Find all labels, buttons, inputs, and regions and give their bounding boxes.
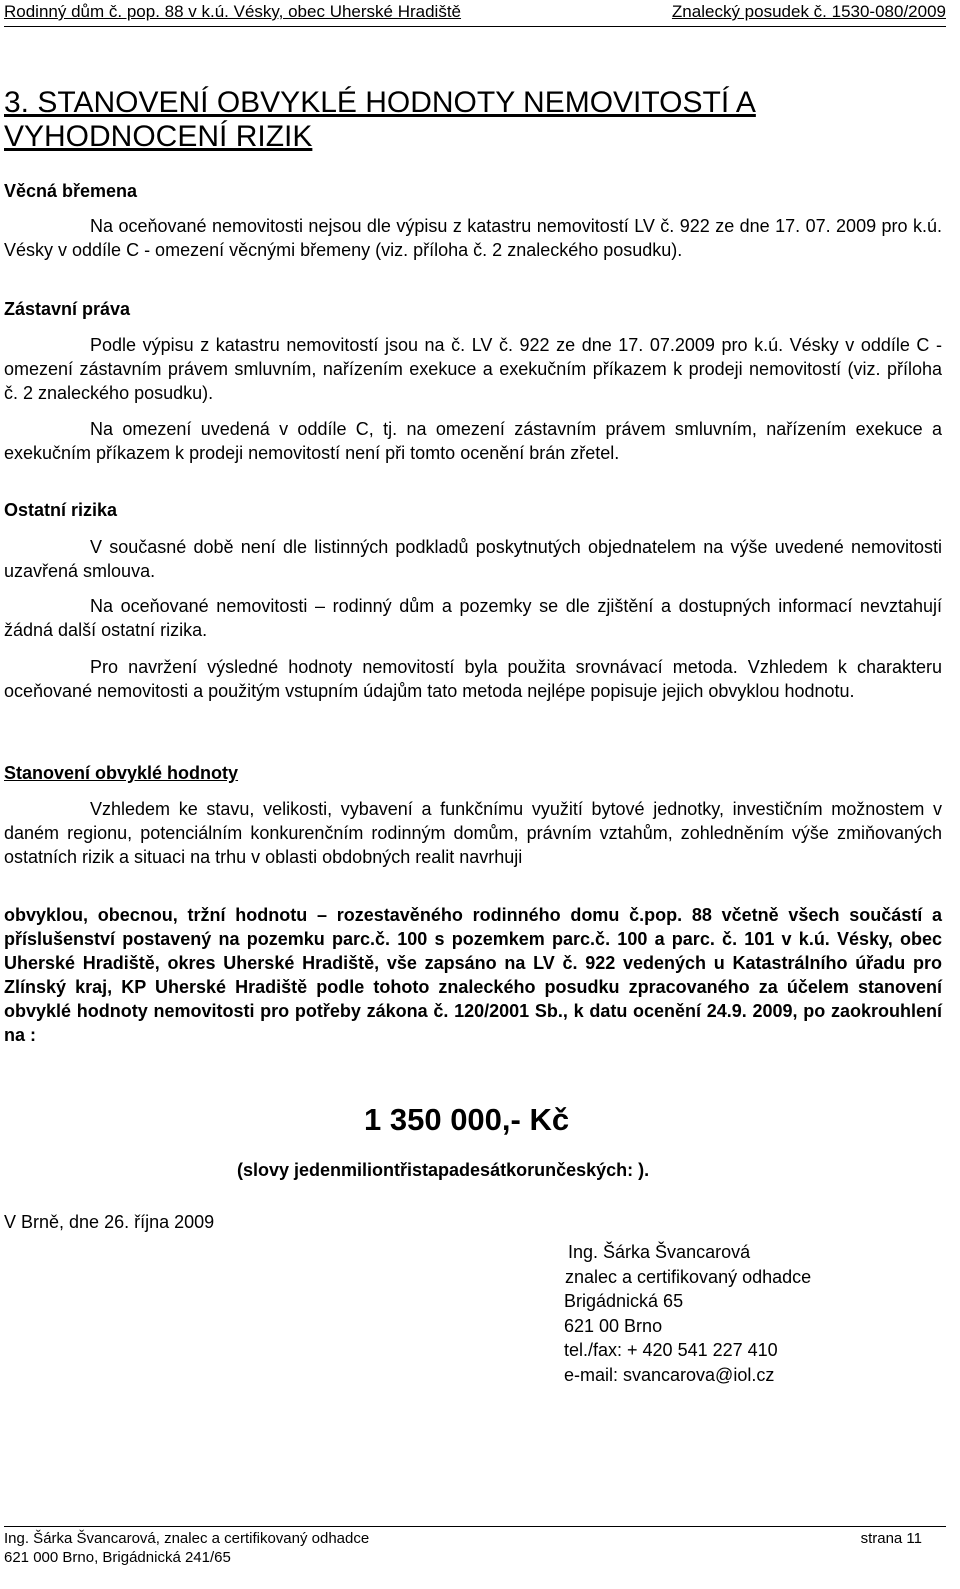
paragraph-ostatni-rizika-3 [4,655,942,703]
paragraph-vecna-bremena-text: Na oceňované nemovitosti nejsou dle výpisu z katastru nemovitostí LV č. 922 ze dne 17. 07. 2009 pro k.ú. Vésky v oddíle C - omezení věcnými břemeny (viz. příloha č. 2 znaleckého posudku). [4,216,942,260]
paragraph-stanoveni-1 [4,797,942,869]
header-left: Rodinný dům č. pop. 88 v k.ú. Vésky, obec Uherské Hradiště [4,2,462,21]
signature-phone: tel./fax: + 420 541 227 410 [564,1340,778,1360]
valuation-amount: 1 350 000,- Kč [364,1102,570,1137]
footer-author: Ing. Šárka Švancarová, znalec a certifikovaný odhadce [4,1530,370,1547]
section-title: 3. STANOVENÍ OBVYKLÉ HODNOTY NEMOVITOSTÍ A VYHODNOCENÍ RIZIK [4,86,756,153]
paragraph-vecna-bremena [4,214,942,262]
signature-city: 621 00 Brno [564,1315,663,1336]
page-footer [4,1526,946,1567]
paragraph-zastavni-prava-2 [4,417,942,465]
signature-name: Ing. Šárka Švancarová [568,1242,751,1262]
heading-zastavni-prava: Zástavní práva [4,299,131,319]
footer-page-number: strana 11 [860,1530,922,1547]
footer-address: 621 000 Brno, Brigádnická 241/65 [4,1549,231,1566]
page-header [4,2,946,27]
paragraph-ostatni-rizika-3-text: Pro navržení výsledné hodnoty nemovitostí byla použita srovnávací metoda. Vzhledem k charakteru oceňované nemovitosti a použitým vstupním údajům tato metoda nejlépe popisuje jejich obvyklou hodnotu. [4,657,942,701]
heading-stanoveni: Stanovení obvyklé hodnoty [4,763,239,783]
paragraph-stanoveni-1-text: Vzhledem ke stavu, velikosti, vybavení a funkčnímu využití bytové jednotky, investičním možnostem v daném regionu, potenciálním konkurenčním rodinným domům, právním vztahům, zohledněním výše zmiňovaných ostatních rizik a situaci na trhu v oblasti obdobných realit navrhuji [4,799,942,867]
paragraph-ostatni-rizika-2-text: Na oceňované nemovitosti – rodinný dům a pozemky se dle zjištění a dostupných informací nevztahují žádná další ostatní rizika. [4,596,942,640]
header-right: Znalecký posudek č. 1530-080/2009 [671,2,946,21]
signature-street: Brigádnická 65 [564,1291,684,1311]
paragraph-ostatni-rizika-2 [4,594,942,642]
signature-block [564,1240,811,1387]
heading-ostatni-rizika: Ostatní rizika [4,500,118,520]
signature-email: e-mail: svancarova@iol.cz [564,1364,775,1385]
paragraph-ostatni-rizika-1-text: V současné době není dle listinných podkladů poskytnutých objednatelem na výše uvedené nemovitosti uzavřená smlouva. [4,537,942,581]
valuation-words: (slovy jedenmiliontřistapadesátkorunčeských: ). [237,1160,650,1180]
heading-vecna-bremena: Věcná břemena [4,181,138,201]
paragraph-stanoveni-2: obvyklou, obecnou, tržní hodnotu – rozestavěného rodinného domu č.pop. 88 včetně všech součástí a příslušenství postavený na pozemku parc.č. 100 s pozemkem parc.č. 100 a parc. č. 101 v k.ú. Vésky, obec Uherské Hradiště, okres Uherské Hradiště, vše zapsáno na LV č. 922 vedených u Katastrálního úřadu pro Zlínský kraj, KP Uherské Hradiště podle tohoto znaleckého posudku zpracovaného za účelem stanovení obvyklé hodnoty nemovitosti pro potřeby zákona č. 120/2001 Sb., k datu ocenění 24.9. 2009, po zaokrouhlení na : [4,905,942,1045]
paragraph-zastavni-prava-1-text: Podle výpisu z katastru nemovitostí jsou na č. LV č. 922 ze dne 17. 07.2009 pro k.ú. Vésky v oddíle C - omezení zástavním právem smluvním, nařízením exekuce a exekučním příkazem k prodeji nemovitostí (viz. příloha č. 2 znaleckého posudku). [4,335,942,403]
place-date: V Brně, dne 26. října 2009 [4,1212,215,1232]
paragraph-zastavni-prava-2-text: Na omezení uvedená v oddíle C, tj. na omezení zástavním právem smluvním, nařízením exekuce a exekučním příkazem k prodeji nemovitostí není při tomto ocenění brán zřetel. [4,419,942,463]
signature-role: znalec a certifikovaný odhadce [565,1266,812,1287]
paragraph-ostatni-rizika-1 [4,535,942,583]
paragraph-zastavni-prava-1 [4,333,942,405]
